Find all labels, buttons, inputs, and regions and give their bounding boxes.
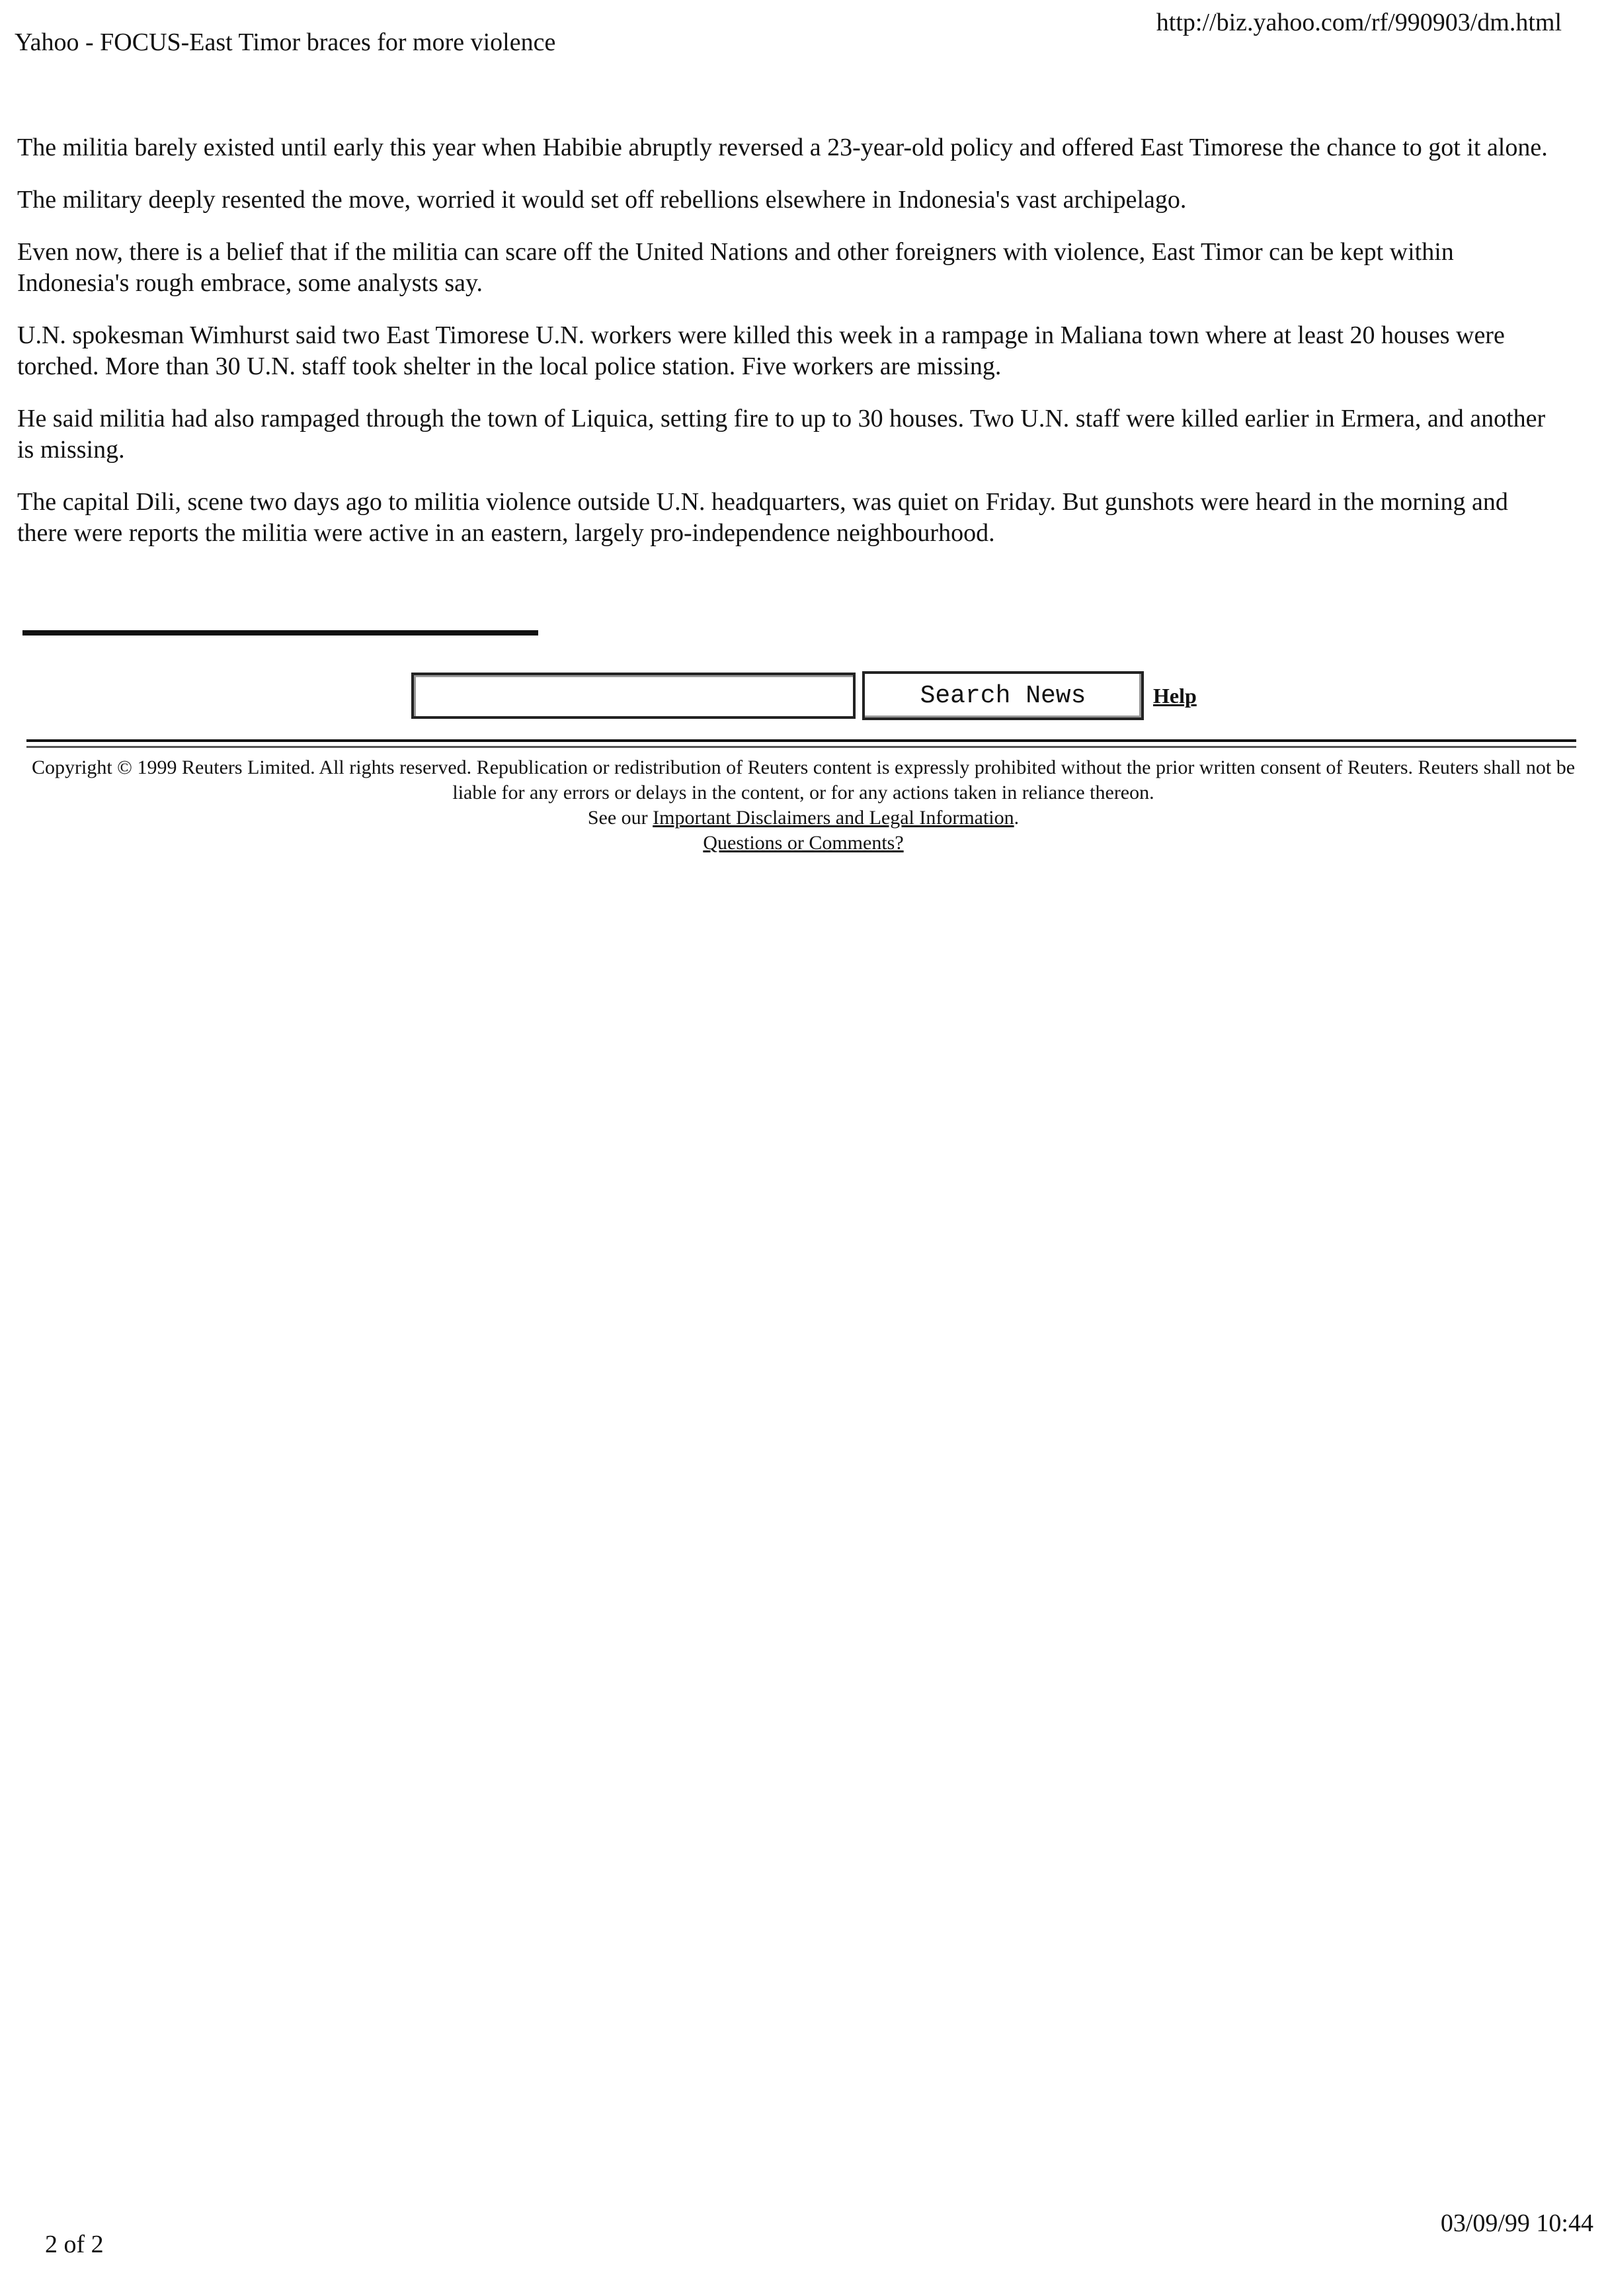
copyright-footer: [26, 755, 1580, 856]
questions-line: [26, 831, 1580, 856]
article-end-divider: [22, 630, 538, 636]
copyright-text: Copyright © 1999 Reuters Limited. All rights reserved. Republication or redistribution of Reuters content is expressly prohibited without the prior written consent of Reuters. Reuters shall not be liable for any errors or delays in the content, or for any actions taken in reliance thereon.: [31, 757, 1576, 803]
article-paragraph: U.N. spokesman Wimhurst said two East Timorese U.N. workers were killed this week in a rampage in Maliana town where at least 20 houses were torched. More than 30 U.N. staff took shelter in the local police station. Five workers are missing.: [17, 321, 1505, 380]
disclaimers-link[interactable]: Important Disclaimers and Legal Information: [653, 807, 1014, 829]
article-paragraph: Even now, there is a belief that if the militia can scare off the United Nations and other foreigners with violence, East Timor can be kept within Indonesia's rough embrace, some analysts say.: [17, 238, 1454, 297]
article-paragraph: The capital Dili, scene two days ago to militia violence outside U.N. headquarters, was quiet on Friday. But gunshots were heard in the morning and there were reports the militia were active in an eastern, largely pro-independence neighbourhood.: [17, 488, 1508, 547]
see-our-suffix: .: [1014, 807, 1020, 829]
see-our-text: See our: [587, 807, 653, 829]
questions-comments-link[interactable]: Questions or Comments?: [703, 832, 904, 854]
search-input[interactable]: [411, 673, 856, 719]
article-paragraph: The militia barely existed until early this year when Habibie abruptly reversed a 23-year-old policy and offered East Timorese the chance to got it alone.: [17, 134, 1548, 161]
article-paragraph: The military deeply resented the move, worried it would set off rebellions elsewhere in Indonesia's vast archipelago.: [17, 186, 1187, 214]
help-link[interactable]: Help: [1153, 683, 1197, 708]
page-number: 2 of 2: [45, 2231, 104, 2258]
print-datetime: 03/09/99 10:44: [1440, 2209, 1593, 2237]
print-header-url: http://biz.yahoo.com/rf/990903/dm.html: [1156, 9, 1562, 36]
article-body: [17, 132, 1558, 570]
disclaimer-line: [26, 805, 1580, 831]
print-header-title: Yahoo - FOCUS-East Timor braces for more violence: [15, 28, 556, 56]
footer-divider: [26, 739, 1576, 748]
search-form: [411, 668, 1197, 723]
search-news-button[interactable]: Search News: [862, 671, 1144, 720]
article-paragraph: He said militia had also rampaged through the town of Liquica, setting fire to up to 30 houses. Two U.N. staff were killed earlier in Ermera, and another is missing.: [17, 405, 1546, 464]
